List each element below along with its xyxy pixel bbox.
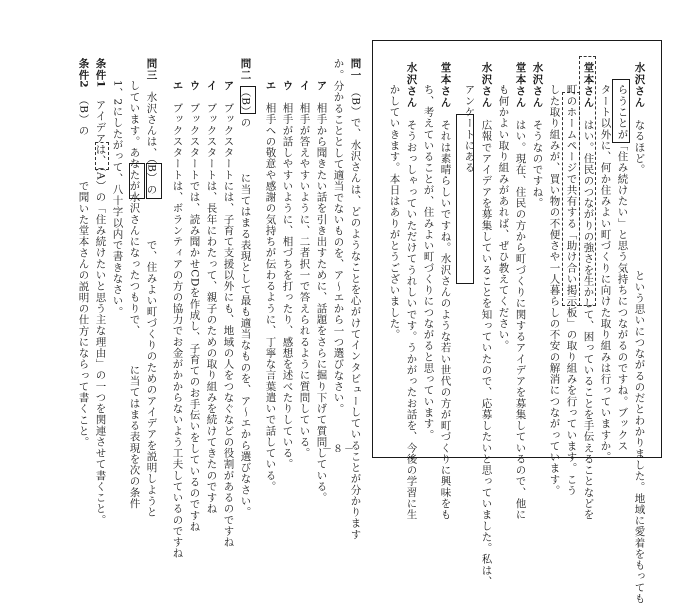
q1-stem-2: か。分かることとして適当でないものを、ア〜エから一つ選びなさい。 xyxy=(332,58,345,415)
q1-option-d: エ 相手への敬意や感謝の気持ちが伝わるように、丁寧な言葉遣いで話している。 xyxy=(264,80,277,492)
page-number: －８－ xyxy=(322,444,355,455)
passage-line-6: した取り組みが、買い物の不便さや一人暮らしの不安の解消につながっています。 xyxy=(548,84,561,496)
passage-line-9: も何かよい取り組みがあれば、ぜひ教えてください。 xyxy=(497,84,510,352)
q1-option-b: イ 相手が答えやすいように、二者択一で答えられるように質問している。 xyxy=(298,80,311,459)
q2-option-c: ウ ブックスタートでは、読み聞かせCDを作成し、子育てのお手伝いをしているのですね xyxy=(188,80,201,532)
q2-option-a: ア ブックスタートには、子育て支援以外にも、地域の人をつなぐなどの役割があるのですね xyxy=(222,80,235,548)
passage-line-8: 堂本さん はい。現在、住民の方から町づくりに関するアイデアを募集しているので、他に xyxy=(514,62,527,521)
q2-option-b: イ ブックスタートは、長年にわたって、親子のための取り組みを続けてきたのですね xyxy=(205,80,218,515)
q1-stem: 問一 （B）で、水沢さんは、どのようなことを心がけてインタビューしていることが分かります xyxy=(349,58,362,540)
q3-condition-1: 条件1 アイデアは、（A）の「住み続けたいと思う主な理由」の一つを関連させて書くこと。 xyxy=(94,58,107,526)
q3-stem-2: しています。あなたが水沢さんになったつもりで、 に当てはまる表現を次の条件 xyxy=(128,80,141,509)
passage-line-14: 水沢さん そうおっしゃっていただけてうれしいです。うかがったお話を、今後の学習に生 xyxy=(405,62,418,521)
passage-line-4: 堂本さん はい。住民のつながりの強さを生かして、困っていることを手伝えることなどを xyxy=(582,62,595,521)
q1-option-a: ア 相手から聞きたい話を引き出すために、話題をさらに掘り下げて質問している。 xyxy=(315,80,328,503)
passage-line-3: タート以外に、何か住みよい町づくりに向けた取り組みは行っていますか。 xyxy=(599,84,612,463)
q3-stem-3: 1、2にしたがって、八十字以内で書きなさい。 xyxy=(111,80,124,318)
q3-stem: 問三 水沢さんは、（B）の で、住みよい町づくりのためのアイデアを説明しようと xyxy=(145,58,158,518)
passage-line-7: 水沢さん そうなのですね。 xyxy=(531,62,544,209)
q2-option-d: エ ブックスタートは、ボランティアの方の協力でお金がかからないよう工夫しているのですね xyxy=(171,80,184,559)
passage-line-10: 水沢さん 広報でアイデアを募集していることを知っていたので、応募したいと思っていました。私は、 xyxy=(480,62,493,587)
q3-condition-2: 条件2 （B）の で聞いた堂本さんの説明の仕方にならって書くこと。 xyxy=(77,58,90,448)
passage-line-5: 町のホームページで共有する「助け合い掲示板」の取り組みを行っています。こう xyxy=(565,84,578,496)
passage-line-1: 水沢さん なるほど。 という思いにつながるのだとわかりました。地域に愛着をもっても xyxy=(633,62,646,604)
q2-stem: 問二 （B）の に当てはまる表現として最も適当なものを、ア〜エから選びなさい。 xyxy=(239,58,252,518)
passage-line-13: ち、考えていることが、住みよい町づくりにつながると思っています。 xyxy=(422,84,435,441)
passage-line-2: らうことが「住み続けたい」と思う気持ちにつながるのですね。ブックス xyxy=(616,84,629,452)
passage-line-12: 堂本さん それは素晴らしいですね。水沢さんのような若い世代の方が町づくりに興味をも xyxy=(439,62,452,521)
passage-line-11: アンケートにある xyxy=(463,84,476,174)
q1-option-c: ウ 相手が話しやすいように、相づちを打ったり、感想を述べたりしている。 xyxy=(281,80,294,470)
passage-line-15: かしていきます。本日はありがとうございました。 xyxy=(388,84,401,340)
